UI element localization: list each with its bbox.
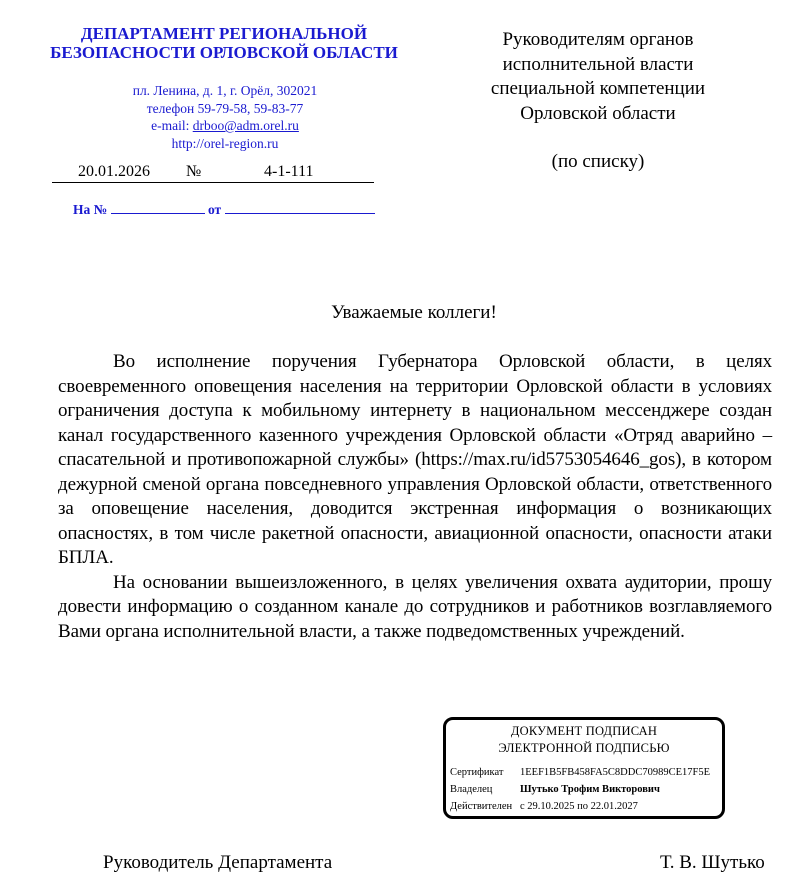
letter-body	[58, 350, 772, 644]
signatory-name: Т. В. Шутько	[660, 852, 765, 873]
stamp-valid-label: Действителен	[450, 801, 513, 812]
greeting: Уважаемые коллеги!	[331, 302, 497, 323]
sender-website[interactable]: http://orel-region.ru	[171, 135, 279, 151]
stamp-certificate-row	[450, 767, 710, 778]
addressee-line-2: исполнительной власти	[502, 53, 694, 75]
stamp-owner-value: Шутько Трофим Викторович	[520, 784, 660, 795]
registration-line	[52, 162, 374, 183]
registration-number-sign: №	[186, 163, 202, 180]
stamp-title-line-2: ЭЛЕКТРОННОЙ ПОДПИСЬЮ	[498, 741, 670, 755]
stamp-title-line-1: ДОКУМЕНТ ПОДПИСАН	[510, 724, 658, 738]
stamp-cert-value: 1EEF1B5FB458FA5C8DDC70989CE17F5E	[520, 767, 710, 778]
stamp-cert-label: Сертификат	[450, 767, 504, 778]
addressee-line-1: Руководителям органов	[502, 29, 694, 50]
signatory-position: Руководитель Департамента	[103, 852, 333, 873]
stamp-owner-row	[450, 784, 660, 795]
reference-label: На №	[73, 202, 108, 217]
body-paragraph-1: Во исполнение поручения Губернатора Орловской области, в целях своевременного оповещения населения на территории Орловской области в условиях ограничения доступа к мобильному интернету в национальном мессенджере создан канал государственного казенного учреждения Орловской области «Отряд аварийно – спасательной и противопожарной службы» (https://max.ru/id5753054646_gos), в котором дежурной сменой органа повседневного управления Орловской области, ответственного за оповещение населения, доводится экстренная информация о возникающих опасностях, в том числе ракетной опасности, авиационной опасности, опасности атаки БПЛА.	[58, 351, 772, 568]
stamp-owner-label: Владелец	[450, 784, 493, 795]
email-label: e-mail:	[151, 118, 193, 133]
addressee-line-4: Орловской области	[520, 102, 676, 124]
reference-from-label: от	[207, 202, 222, 217]
sender-address: пл. Ленина, д. 1, г. Орёл, 302021	[132, 83, 318, 98]
sender-phone: телефон 59-79-58, 59-83-77	[146, 100, 304, 116]
electronic-signature-stamp	[443, 717, 725, 819]
addressee-line-3: специальной компетенции	[490, 78, 706, 99]
email-link[interactable]: drboo@adm.orel.ru	[192, 118, 299, 133]
department-line-1: ДЕПАРТАМЕНТ РЕГИОНАЛЬНОЙ	[80, 24, 368, 43]
registration-date: 20.01.2026	[78, 163, 150, 180]
reference-line	[73, 202, 375, 218]
reference-date-blank	[225, 202, 375, 214]
department-line-2: БЕЗОПАСНОСТИ ОРЛОВСКОЙ ОБЛАСТИ	[50, 43, 398, 62]
addressee-block	[448, 28, 748, 175]
stamp-valid-value: с 29.10.2025 по 22.01.2027	[520, 801, 638, 812]
reference-number-blank	[111, 202, 205, 214]
body-paragraph-2: На основании вышеизложенного, в целях увеличения охвата аудитории, прошу довести информацию о созданном канале до сотрудников и работников возглавляемого Вами органа исполнительной власти, а также подведомственных учреждений.	[58, 571, 772, 642]
stamp-validity-row	[450, 801, 638, 812]
addressee-list-note: (по списку)	[551, 151, 645, 172]
sender-contacts	[80, 82, 370, 152]
sender-department-name	[40, 24, 408, 62]
sender-email-row	[80, 117, 370, 135]
registration-number: 4-1-111	[264, 163, 314, 180]
